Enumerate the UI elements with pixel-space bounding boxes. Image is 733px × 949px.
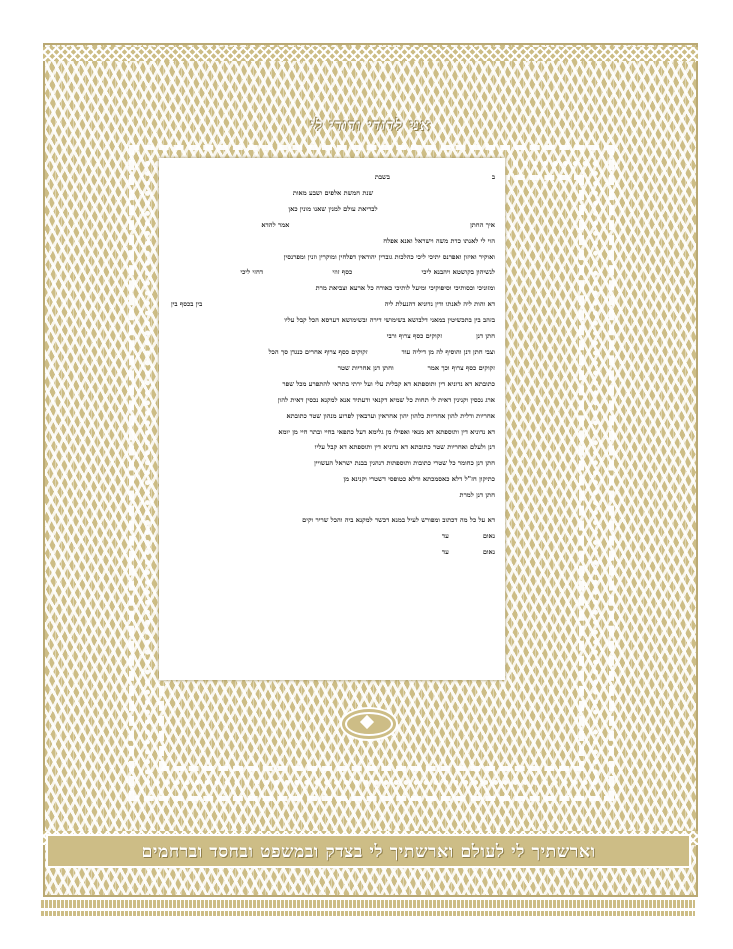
ketubah-line-segment: לנשיהון בקושטא ויהבנא ליכי: [421, 268, 495, 277]
ketubah-line: [171, 361, 495, 377]
ketubah-line: [171, 218, 495, 234]
verse-text: וארשתיך לי לעולם וארשתיך לי בצדק ובמשפט ובחסד וברחמים: [141, 841, 596, 862]
diamond-ornament-icon: [345, 712, 393, 736]
ketubah-line-segment: נאום: [482, 547, 495, 556]
ketubah-line-segment: כתובתא דא נדוניא דין ותוספתא דא קבלית עלי ועל ירתי בתראי להתפרע מכל שפר: [282, 379, 495, 388]
ketubah-line: [171, 234, 495, 250]
ketubah-line-segment: ומזוניכי וכסותיכי וסיפוקיכי ומיעל לותיכי כאורח כל ארעא וצביאת מרת: [315, 284, 495, 293]
ketubah-line: [171, 265, 495, 281]
ketubah-line: [171, 202, 495, 218]
ketubah-line: [171, 186, 495, 202]
header-title: אני לדודי ודודי לי: [310, 115, 431, 134]
ketubah-line-segment: זקוקים כסף צרוף וכך אמר: [427, 363, 495, 372]
ketubah-line: [171, 440, 495, 456]
ketubah-line-segment: אחריות ודלית להון אחריות כלהון יהון אחראין וערבאין לפרוע מנהון שטר כתובתא: [286, 411, 495, 420]
ketubah-line-segment: אמר להדא: [261, 220, 290, 229]
ketubah-line-segment: חתן דנן למרת: [459, 491, 495, 500]
ketubah-line: [171, 393, 495, 409]
ketubah-line-segment: ואוקיר ואיזון ואפרנס יתיכי ליכי כהלכות גוברין יהודאין דפלחין ומוקרין וזנין ומפרנסין: [283, 252, 495, 261]
ketubah-line-segment: זקוקים כסף צרוף ורבי: [386, 332, 443, 341]
ketubah-line: [171, 545, 495, 561]
ketubah-line: [171, 297, 495, 313]
ketubah-line-segment: וצבי חתן דנן והוסיף לה מן דיליה עוד: [401, 347, 495, 356]
ketubah-line-segment: לבריאת עולם למנין שאנו מונין כאן: [288, 204, 378, 213]
ketubah-line-segment: בשבת: [374, 173, 390, 181]
ketubah-line-segment: ארג נכסין וקנינין דאית לי תחות כל שמיא דקנאי ודעתיד אנא למקנא נכסין דאית להון: [277, 395, 495, 404]
ketubah-line-segment: דא נדוניא דין ותוספתא דא מנאי ואפילו מן גלימא דעל כתפאי בחיי ובתר חיי מן יומא: [278, 427, 495, 436]
ketubah-line-segment: ב: [491, 173, 495, 181]
ketubah-line: [171, 472, 495, 488]
ketubah-line-segment: דנן ולעלם ואחריות שטר כתובתא דא נדוניא דין ותוספתא דא קבל עליו: [314, 443, 495, 452]
ketubah-line: [171, 488, 495, 504]
ketubah-line-segment: בזהב בין בתכשיטין במאני דלבושא בשימושי דירה ובשימושא דערסא הכל קבל עליו: [284, 316, 495, 325]
ketubah-line-segment: דא והות ליה לאנתו ודין נדוניא דהנעלת ליה: [384, 300, 495, 309]
ketubah-line-segment: איך החתן: [470, 220, 495, 229]
ketubah-line-segment: דא על כל מה דכתוב ומפורש לעיל במנא דכשר למקנא ביה והכל שריר וקים: [302, 516, 495, 525]
ketubah-line-segment: דחזי ליכי: [240, 268, 264, 277]
ketubah-line-segment: נאום: [482, 531, 495, 540]
ketubah-line-segment: זקוקים כסף צרוף אחרים כנגדן סך הכל: [268, 347, 368, 356]
ketubah-line-segment: הוי לי לאנתו כדת משה וישראל ואנא אפלח: [383, 236, 495, 245]
ketubah-text: [171, 170, 495, 668]
ketubah-line-segment: כתיקון חז"ל דלא כאסמכתא ודלא כטופסי דשטרי וקנינא מן: [343, 475, 495, 484]
ketubah-line-segment: חתן דנן: [476, 332, 495, 341]
ketubah-line: [171, 281, 495, 297]
bottom-trim-strip: [40, 900, 695, 908]
ketubah-line: [171, 329, 495, 345]
ketubah-line-segment: בין בכסף בין: [171, 300, 203, 309]
bottom-trim-strip-thin: [40, 911, 695, 916]
ketubah-line: [171, 513, 495, 529]
ketubah-text-plate: [159, 158, 505, 680]
ketubah-line: [171, 409, 495, 425]
ketubah-line-segment: חתן דנן כחומר כל שטרי כתובות ותוספתות דנהגין בבנת ישראל העשויין: [314, 459, 495, 468]
ketubah-line-segment: וחתן דנן אחריות שטר: [337, 363, 394, 372]
ketubah-line: [171, 313, 495, 329]
ketubah-line: [171, 456, 495, 472]
text-gap: [171, 504, 495, 513]
header-band: [43, 111, 698, 139]
ketubah-line: [171, 425, 495, 441]
ketubah-line: [171, 345, 495, 361]
ketubah-line: [171, 250, 495, 266]
ketubah-line-segment: עד: [441, 531, 449, 540]
ketubah-line: [171, 170, 495, 186]
verse-band: [46, 834, 691, 868]
ketubah-line-segment: עד: [441, 547, 449, 556]
ketubah-line: [171, 529, 495, 545]
top-lattice-strip: [43, 47, 698, 61]
ketubah-line-segment: שנת חמשת אלפים ושבע מאות: [292, 188, 374, 197]
ketubah-line-segment: כסף זוזי: [332, 268, 353, 277]
ketubah-line: [171, 377, 495, 393]
